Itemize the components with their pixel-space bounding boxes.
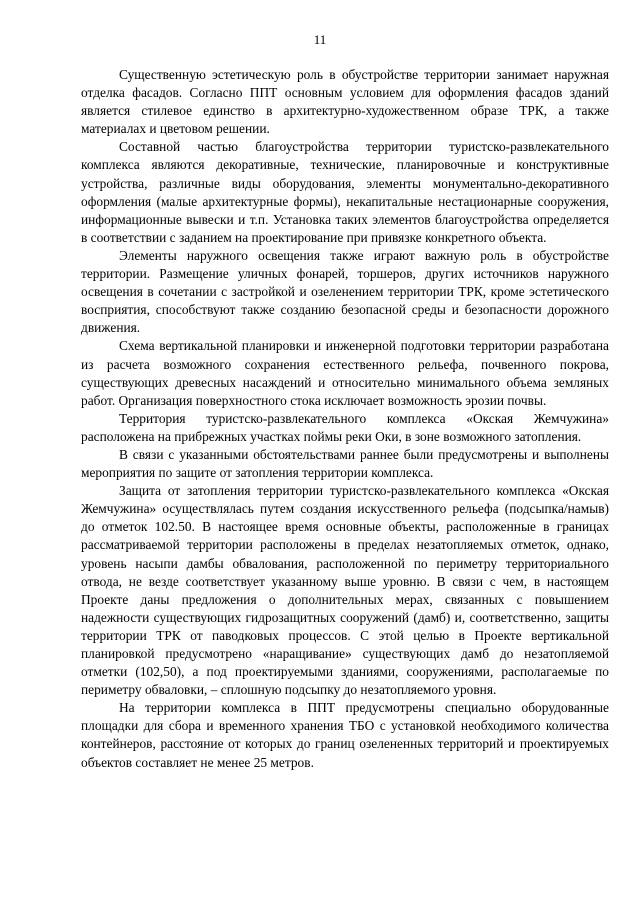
paragraph-landscaping-elements: Составной частью благоустройства территории туристско-развлекательного комплекса являются декоративные, технические, планировочные и конструктивные устройства, различные виды оборудования, элементы монументально-декоративного оформления (малые архитектурные формы), некапитальные нестационарные сооружения, информационные вывески и т.п. Установка таких элементов благоустройства определяется в соответствии с заданием на проектирование при привязке конкретного объекта. — [81, 139, 609, 245]
paragraph-vertical-planning: Схема вертикальной планировки и инженерной подготовки территории разработана из расчета возможного сохранения естественного рельефа, почвенного покрова, существующих древесных насаждений и относительно минимального объема земляных работ. Организация поверхностного стока исключает возможность эрозии почвы. — [81, 338, 609, 408]
paragraph-outdoor-lighting: Элементы наружного освещения также играют важную роль в обустройстве территории. Размещение уличных фонарей, торшеров, других источников наружного освещения в сочетании с застройкой и озеленением территории ТРК, кроме эстетического восприятия, способствуют также созданию безопасной среды и безопасности дорожного движения. — [81, 247, 609, 336]
paragraph-flood-protection: Защита от затопления территории туристско-развлекательного комплекса «Окская Жемчужина» осуществлялась путем создания искусственного рельефа (подсыпка/намыв) до отметок 102.50. В настоящее время основные объекты, расположенные в границах рассматриваемой территории расположены в пределах незатопляемых отметок, однако, уровень насыпи дамбы обвалования, расположенной по периметру территориального отвода, не везде соответствует указанному выше уровню. В связи с чем, в настоящем Проекте даны предложения о дополнительных мерах, связанных с повышением надежности существующих гидрозащитных сооружений (дамб) и, соответственно, защиты территории ТРК от паводковых процессов. С этой целью в Проекте вертикальной планировкой предусмотрено «наращивание» существующих дамб до незатопляемой отметки (102,50), а под проектируемыми зданиями, сооружениями, располагаемые по периметру обваловки, – сплошную подсыпку до незатопляемого уровня. — [81, 483, 609, 698]
document-body — [81, 66, 609, 772]
paragraph-flood-measures: В связи с указанными обстоятельствами раннее были предусмотрены и выполнены мероприятия по защите от затопления территории комплекса. — [81, 446, 609, 481]
page-number: 11 — [313, 32, 327, 47]
paragraph-flood-zone: Территория туристско-развлекательного комплекса «Окская Жемчужина» расположена на прибрежных участках поймы реки Оки, в зоне возможного затопления. — [81, 410, 609, 444]
paragraph-facades: Существенную эстетическую роль в обустройстве территории занимает наружная отделка фасадов. Согласно ППТ основным условием для оформления фасадов зданий является стилевое единство в архитектурно-художественном образе ТРК, а также материалах и цветовом решении. — [81, 67, 609, 137]
paragraph-waste-collection: На территории комплекса в ППТ предусмотрены специально оборудованные площадки для сбора и временного хранения ТБО с установкой необходимого количества контейнеров, расстояние от которых до границ озелененных территорий и проектируемых объектов составляет не менее 25 метров. — [81, 700, 609, 770]
